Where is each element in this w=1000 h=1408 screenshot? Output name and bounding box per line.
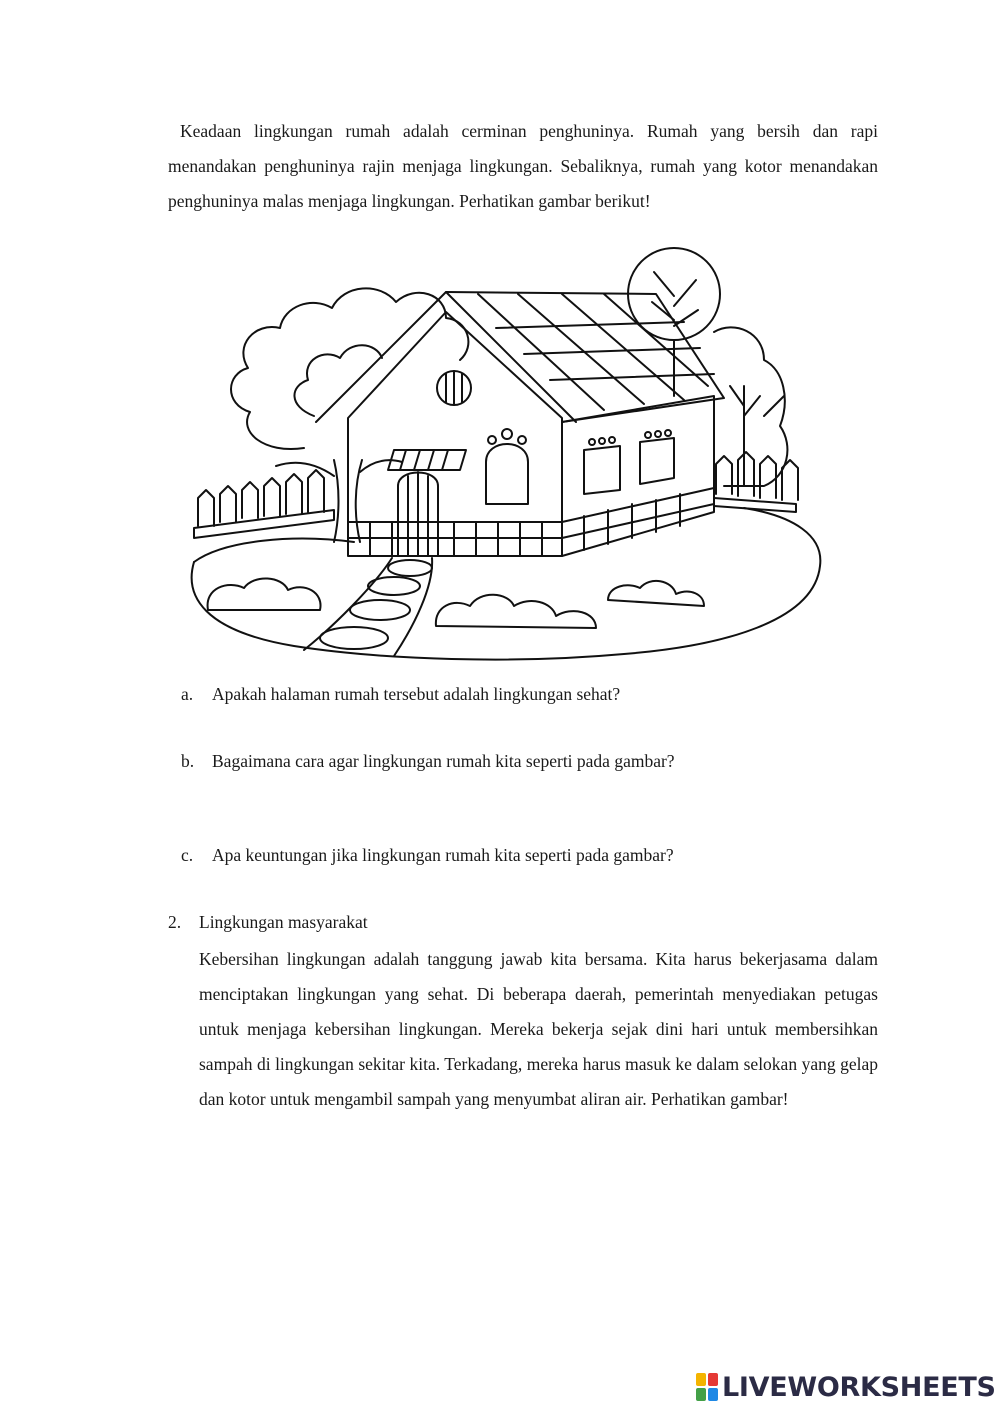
question-c-letter: c. bbox=[181, 845, 194, 865]
question-a-letter: a. bbox=[181, 684, 194, 704]
section-2-number: 2. bbox=[168, 912, 182, 932]
question-b-text: Bagaimana cara agar lingkungan rumah kita seperti pada gambar? bbox=[212, 751, 675, 771]
section-2-paragraph: Kebersihan lingkungan adalah tanggung jawab kita bersama. Kita harus bekerjasama dalam menciptakan lingkungan yang sehat. Di beberapa daerah, pemerintah menyediakan petugas untuk menjaga kebersihan lingkungan. Mereka bekerja sejak dini hari untuk membersihkan sampah di lingkungan sekitar kita. Terkadang, mereka harus masuk ke dalam selokan yang gelap dan kotor untuk mengambil sampah yang menyumbat aliran air. Perhatikan gambar! bbox=[199, 949, 878, 1109]
question-b-letter: b. bbox=[181, 751, 195, 771]
question-a bbox=[181, 684, 620, 705]
liveworksheets-logo-icon bbox=[696, 1373, 718, 1401]
question-b bbox=[181, 751, 675, 772]
question-a-text: Apakah halaman rumah tersebut adalah lingkungan sehat? bbox=[212, 684, 621, 704]
section-2-title: Lingkungan masyarakat bbox=[199, 912, 368, 932]
section-2-heading bbox=[168, 912, 368, 933]
question-c bbox=[181, 845, 674, 866]
intro-paragraph bbox=[168, 114, 878, 219]
house-illustration bbox=[184, 236, 832, 666]
question-c-text: Apa keuntungan jika lingkungan rumah kita seperti pada gambar? bbox=[212, 845, 674, 865]
intro-text: Keadaan lingkungan rumah adalah cerminan penghuninya. Rumah yang bersih dan rapi menandakan penghuninya rajin menjaga lingkungan. Sebaliknya, rumah yang kotor menandakan penghuninya malas menjaga lingkungan. Perhatikan gambar berikut! bbox=[168, 121, 878, 211]
liveworksheets-brand: LIVEWORKSHEETS bbox=[722, 1371, 996, 1403]
liveworksheets-logo bbox=[696, 1370, 996, 1404]
